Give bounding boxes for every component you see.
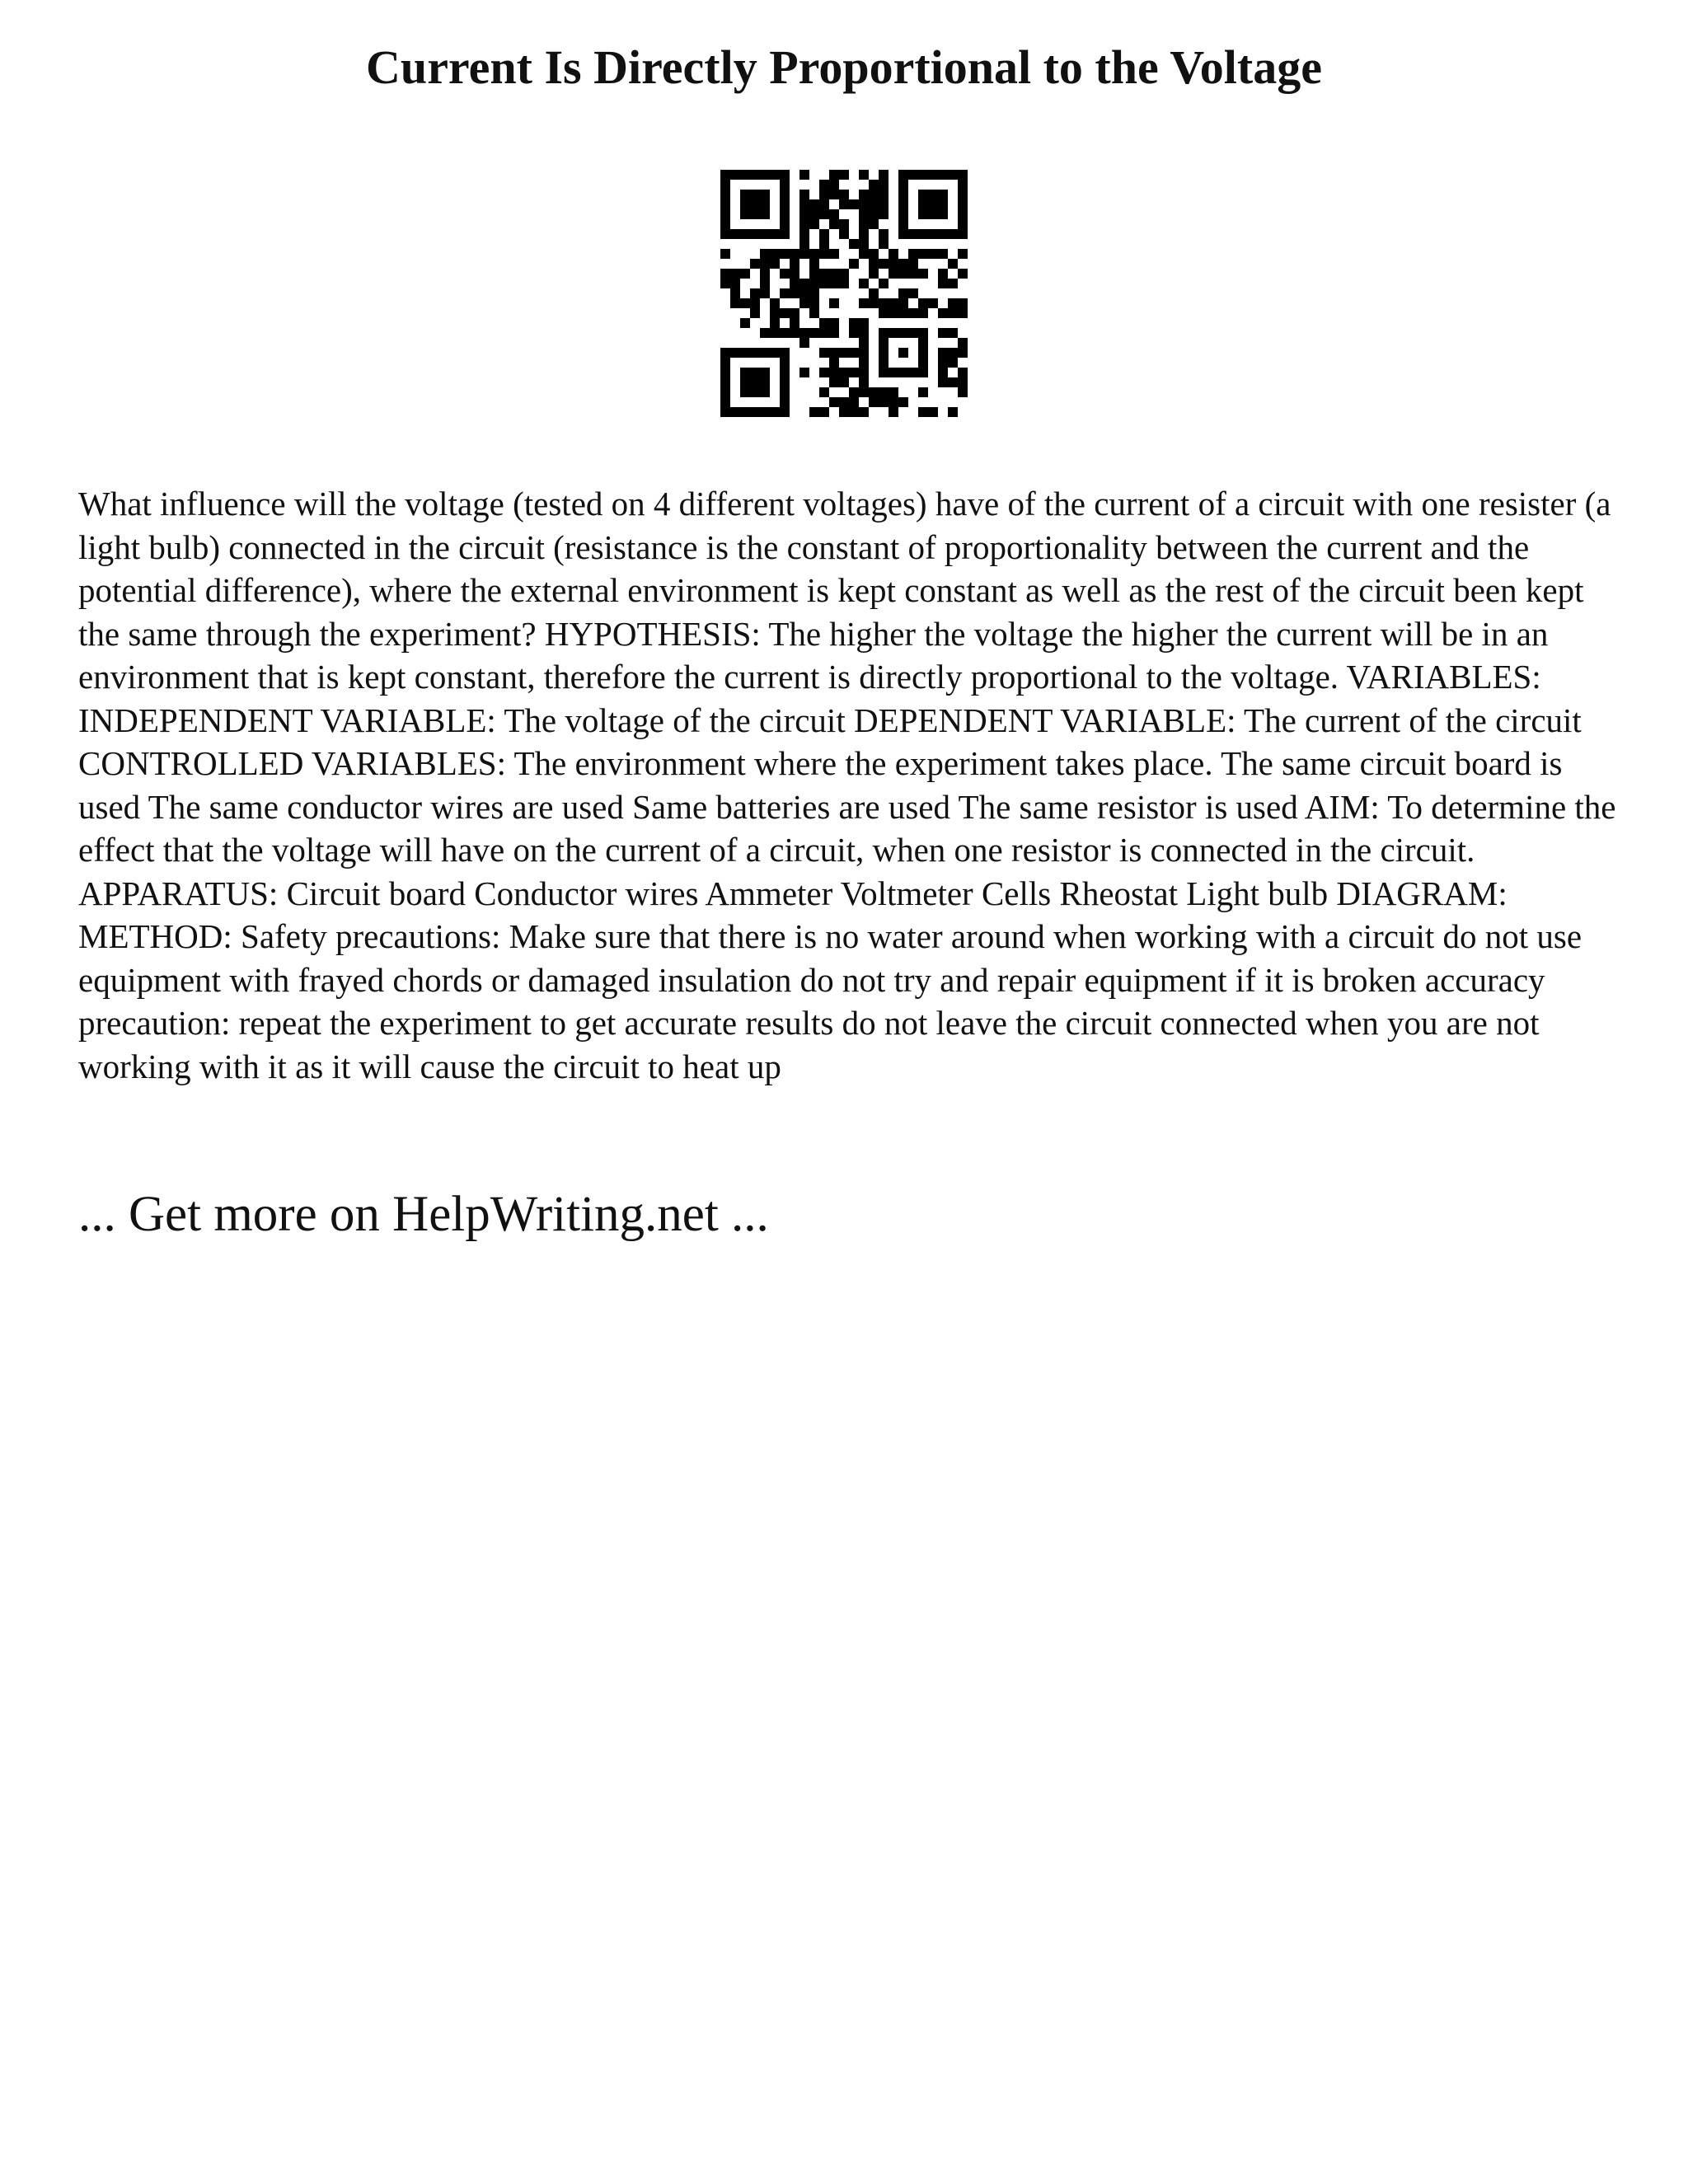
qr-module xyxy=(839,190,849,199)
qr-module xyxy=(859,328,869,338)
qr-module xyxy=(829,377,839,387)
qr-module xyxy=(760,249,770,259)
qr-module xyxy=(958,368,968,377)
qr-module xyxy=(889,269,898,279)
qr-module xyxy=(879,180,889,190)
qr-module xyxy=(889,308,898,318)
qr-module xyxy=(859,298,869,308)
qr-module xyxy=(849,348,859,358)
qr-module xyxy=(819,348,829,358)
qr-module xyxy=(730,279,740,288)
qr-module xyxy=(849,239,859,249)
qr-module xyxy=(859,170,869,180)
qr-module xyxy=(809,288,819,298)
qr-module xyxy=(760,288,770,298)
qr-finder-edge xyxy=(720,170,790,180)
qr-module xyxy=(859,229,869,239)
qr-module xyxy=(720,269,730,279)
qr-module xyxy=(829,358,839,368)
qr-module xyxy=(879,308,889,318)
qr-module xyxy=(938,348,948,358)
qr-align-edge xyxy=(879,328,889,377)
qr-module xyxy=(799,368,809,377)
qr-module xyxy=(760,328,770,338)
qr-module xyxy=(859,279,869,288)
qr-module xyxy=(799,199,809,209)
qr-module xyxy=(819,209,829,219)
qr-module xyxy=(958,338,968,348)
qr-module xyxy=(879,298,889,308)
qr-module xyxy=(790,288,799,298)
qr-module xyxy=(799,288,809,298)
qr-module xyxy=(879,190,889,199)
qr-module xyxy=(720,249,730,259)
qr-module xyxy=(790,249,799,259)
qr-module xyxy=(780,328,790,338)
qr-module xyxy=(869,298,879,308)
qr-module xyxy=(819,279,829,288)
qr-finder-center xyxy=(740,368,770,397)
qr-module xyxy=(839,368,849,377)
qr-module xyxy=(819,318,829,328)
qr-module xyxy=(869,397,879,407)
qr-module xyxy=(849,328,859,338)
qr-module xyxy=(760,259,770,269)
qr-module xyxy=(750,288,760,298)
qr-module xyxy=(859,368,869,377)
qr-module xyxy=(869,180,879,190)
qr-module xyxy=(740,318,750,328)
qr-module xyxy=(948,308,958,318)
qr-module xyxy=(790,269,799,279)
qr-module xyxy=(829,397,839,407)
qr-module xyxy=(799,298,809,308)
qr-module xyxy=(918,269,928,279)
qr-module xyxy=(859,358,869,368)
qr-module xyxy=(809,328,819,338)
qr-module xyxy=(770,298,780,308)
qr-module xyxy=(819,269,829,279)
qr-module xyxy=(908,269,918,279)
qr-align-edge xyxy=(918,328,928,377)
qr-module xyxy=(879,397,889,407)
qr-module xyxy=(859,338,869,348)
qr-module xyxy=(889,259,898,269)
qr-module xyxy=(839,170,849,180)
qr-module xyxy=(849,397,859,407)
qr-module xyxy=(780,288,790,298)
qr-module xyxy=(889,298,898,308)
qr-module xyxy=(938,358,948,368)
qr-module xyxy=(869,269,879,279)
qr-finder-edge xyxy=(720,348,790,358)
qr-module xyxy=(770,308,780,318)
qr-module xyxy=(898,259,908,269)
qr-module xyxy=(918,308,928,318)
qr-finder-edge xyxy=(780,170,790,239)
qr-module xyxy=(898,288,908,298)
qr-module xyxy=(889,397,898,407)
qr-module xyxy=(918,298,928,308)
qr-module xyxy=(809,219,819,229)
qr-module xyxy=(859,348,869,358)
qr-module xyxy=(958,298,968,308)
qr-module xyxy=(819,199,829,209)
qr-module xyxy=(908,308,918,318)
qr-finder-edge xyxy=(898,229,968,239)
qr-module xyxy=(869,209,879,219)
qr-module xyxy=(898,308,908,318)
qr-module xyxy=(898,298,908,308)
qr-module xyxy=(849,199,859,209)
qr-module xyxy=(938,377,948,387)
qr-module xyxy=(918,249,928,259)
qr-module xyxy=(859,407,869,417)
qr-module xyxy=(829,368,839,377)
qr-module xyxy=(770,328,780,338)
qr-module xyxy=(938,279,948,288)
qr-module xyxy=(869,288,879,298)
qr-module xyxy=(799,170,809,180)
qr-module xyxy=(829,209,839,219)
qr-module xyxy=(859,377,869,387)
qr-module xyxy=(819,368,829,377)
qr-finder-edge xyxy=(780,348,790,417)
qr-module xyxy=(928,249,938,259)
qr-module xyxy=(869,190,879,199)
qr-module xyxy=(799,229,809,239)
qr-module xyxy=(839,219,849,229)
qr-module xyxy=(819,328,829,338)
qr-module xyxy=(879,209,889,219)
qr-module xyxy=(829,170,839,180)
qr-module xyxy=(829,328,839,338)
qr-module xyxy=(780,308,790,318)
qr-module xyxy=(948,377,958,387)
qr-module xyxy=(869,249,879,259)
qr-module xyxy=(750,298,760,308)
qr-module xyxy=(809,407,819,417)
qr-module xyxy=(799,190,809,199)
qr-module xyxy=(780,269,790,279)
qr-module xyxy=(879,387,889,397)
qr-module xyxy=(829,219,839,229)
qr-module xyxy=(958,308,968,318)
qr-module xyxy=(948,259,958,269)
qr-module xyxy=(760,269,770,279)
qr-module xyxy=(799,219,809,229)
qr-module xyxy=(819,190,829,199)
qr-module xyxy=(859,199,869,209)
qr-module xyxy=(819,249,829,259)
qr-module xyxy=(770,318,780,328)
qr-module xyxy=(839,377,849,387)
qr-module xyxy=(879,199,889,209)
qr-module xyxy=(809,259,819,269)
qr-module xyxy=(790,318,799,328)
qr-module xyxy=(958,377,968,387)
qr-module xyxy=(839,279,849,288)
qr-module xyxy=(938,308,948,318)
qr-finder-edge xyxy=(720,407,790,417)
qr-module xyxy=(918,407,928,417)
qr-module xyxy=(799,239,809,249)
qr-module xyxy=(849,318,859,328)
qr-module xyxy=(849,259,859,269)
qr-module xyxy=(958,269,968,279)
qr-module xyxy=(879,170,889,180)
qr-module xyxy=(730,288,740,298)
qr-module xyxy=(839,199,849,209)
qr-module xyxy=(879,239,889,249)
qr-module xyxy=(839,397,849,407)
qr-module xyxy=(898,397,908,407)
qr-module xyxy=(948,348,958,358)
qr-module xyxy=(849,387,859,397)
qr-module xyxy=(938,328,948,338)
qr-module xyxy=(809,298,819,308)
qr-module xyxy=(730,298,740,308)
qr-module xyxy=(790,328,799,338)
qr-module xyxy=(869,259,879,269)
qr-module xyxy=(938,269,948,279)
qr-module xyxy=(948,407,958,417)
qr-module xyxy=(948,279,958,288)
qr-finder-edge xyxy=(720,229,790,239)
qr-module xyxy=(809,249,819,259)
qr-module xyxy=(938,249,948,259)
qr-module xyxy=(799,328,809,338)
qr-module xyxy=(859,387,869,397)
qr-module xyxy=(819,239,829,249)
qr-module xyxy=(799,249,809,259)
more-link[interactable]: ... Get more on HelpWriting.net ... xyxy=(78,1187,769,1242)
qr-module xyxy=(869,219,879,229)
qr-module xyxy=(918,387,928,397)
qr-module xyxy=(809,209,819,219)
qr-module xyxy=(809,269,819,279)
qr-module xyxy=(839,348,849,358)
qr-module xyxy=(928,298,938,308)
qr-module xyxy=(908,259,918,269)
qr-module xyxy=(819,180,829,190)
qr-module xyxy=(958,348,968,358)
qr-module xyxy=(839,229,849,239)
qr-module xyxy=(780,249,790,259)
qr-module xyxy=(928,407,938,417)
qr-module xyxy=(889,387,898,397)
page-title: Current Is Directly Proportional to the Voltage xyxy=(366,40,1322,94)
qr-module xyxy=(948,298,958,308)
qr-module xyxy=(908,288,918,298)
body-text: What influence will the voltage (tested on 4 different voltages) have of the current of a circuit with one resister (a light bulb) connected in the circuit (resistance is the constant of proportionality between the current and the potential difference), where the external environment is kept constant as well as the rest of the circuit been kept the same through the experiment? HYPOTHESIS: The higher the voltage the higher the current will be in an environment that is kept constant, therefore the current is directly proportional to the voltage. VARIABLES: INDEPENDENT VARIABLE: The voltage of the circuit DEPENDENT VARIABLE: The current of the circuit CONTROLLED VARIABLES: The environment where the experiment takes place. The same circuit board is used The same conductor wires are used Same batteries are used The same resistor is used AIM: To determine the effect that the voltage will have on the current of a circuit, when one resistor is connected in the circuit. APPARATUS: Circuit board Conductor wires Ammeter Voltmeter Cells Rheostat Light bulb DIAGRAM: METHOD: Safety precautions: Make sure that there is no water around when working with a circuit do not use equipment with frayed chords or damaged insulation do not try and repair equipment if it is broken accuracy precaution: repeat the experiment to get accurate results do not leave the circuit connected when you are not working with it as it will cause the circuit to heat up xyxy=(78,485,1616,1085)
qr-module xyxy=(740,298,750,308)
qr-module xyxy=(859,190,869,199)
qr-module xyxy=(859,209,869,219)
qr-module xyxy=(790,279,799,288)
qr-module xyxy=(869,387,879,397)
qr-module xyxy=(889,249,898,259)
qr-module xyxy=(839,269,849,279)
qr-module xyxy=(819,387,829,397)
qr-module xyxy=(770,259,780,269)
qr-module xyxy=(829,180,839,190)
qr-module xyxy=(948,328,958,338)
qr-module xyxy=(829,348,839,358)
qr-module xyxy=(849,407,859,417)
qr-module xyxy=(869,199,879,209)
qr-module xyxy=(879,259,889,269)
qr-module xyxy=(809,279,819,288)
qr-module xyxy=(809,308,819,318)
qr-align-center xyxy=(898,348,908,358)
qr-module xyxy=(829,190,839,199)
qr-module xyxy=(799,209,809,219)
qr-module xyxy=(859,239,869,249)
qr-finder-center xyxy=(740,190,770,219)
qr-finder-edge xyxy=(720,348,730,417)
qr-module xyxy=(829,318,839,328)
qr-module xyxy=(730,269,740,279)
qr-module xyxy=(859,249,869,259)
qr-finder-edge xyxy=(898,170,968,180)
qr-module xyxy=(938,368,948,377)
qr-finder-edge xyxy=(898,170,908,239)
qr-module xyxy=(948,358,958,368)
qr-module xyxy=(790,259,799,269)
qr-module xyxy=(809,199,819,209)
qr-module xyxy=(908,249,918,259)
qr-module xyxy=(799,279,809,288)
qr-module xyxy=(879,229,889,239)
qr-module xyxy=(958,249,968,259)
qr-module xyxy=(829,269,839,279)
qr-module xyxy=(889,407,898,417)
qr-module xyxy=(770,249,780,259)
qr-module xyxy=(829,249,839,259)
qr-module xyxy=(799,338,809,348)
qr-module xyxy=(859,318,869,328)
qr-code-graphic xyxy=(720,170,968,417)
qr-module xyxy=(898,269,908,279)
qr-finder-edge xyxy=(720,170,730,239)
qr-module xyxy=(958,387,968,397)
qr-code-icon xyxy=(720,170,968,417)
qr-module xyxy=(849,368,859,377)
qr-module xyxy=(819,229,829,239)
qr-finder-center xyxy=(918,190,948,219)
qr-module xyxy=(829,298,839,308)
qr-module xyxy=(859,219,869,229)
qr-module xyxy=(839,407,849,417)
qr-module xyxy=(760,279,770,288)
qr-finder-edge xyxy=(958,170,968,239)
qr-module xyxy=(750,259,760,269)
qr-module xyxy=(819,407,829,417)
qr-module xyxy=(790,308,799,318)
qr-module xyxy=(879,279,889,288)
qr-module xyxy=(829,279,839,288)
qr-module xyxy=(750,308,760,318)
qr-module xyxy=(740,269,750,279)
qr-module xyxy=(720,279,730,288)
